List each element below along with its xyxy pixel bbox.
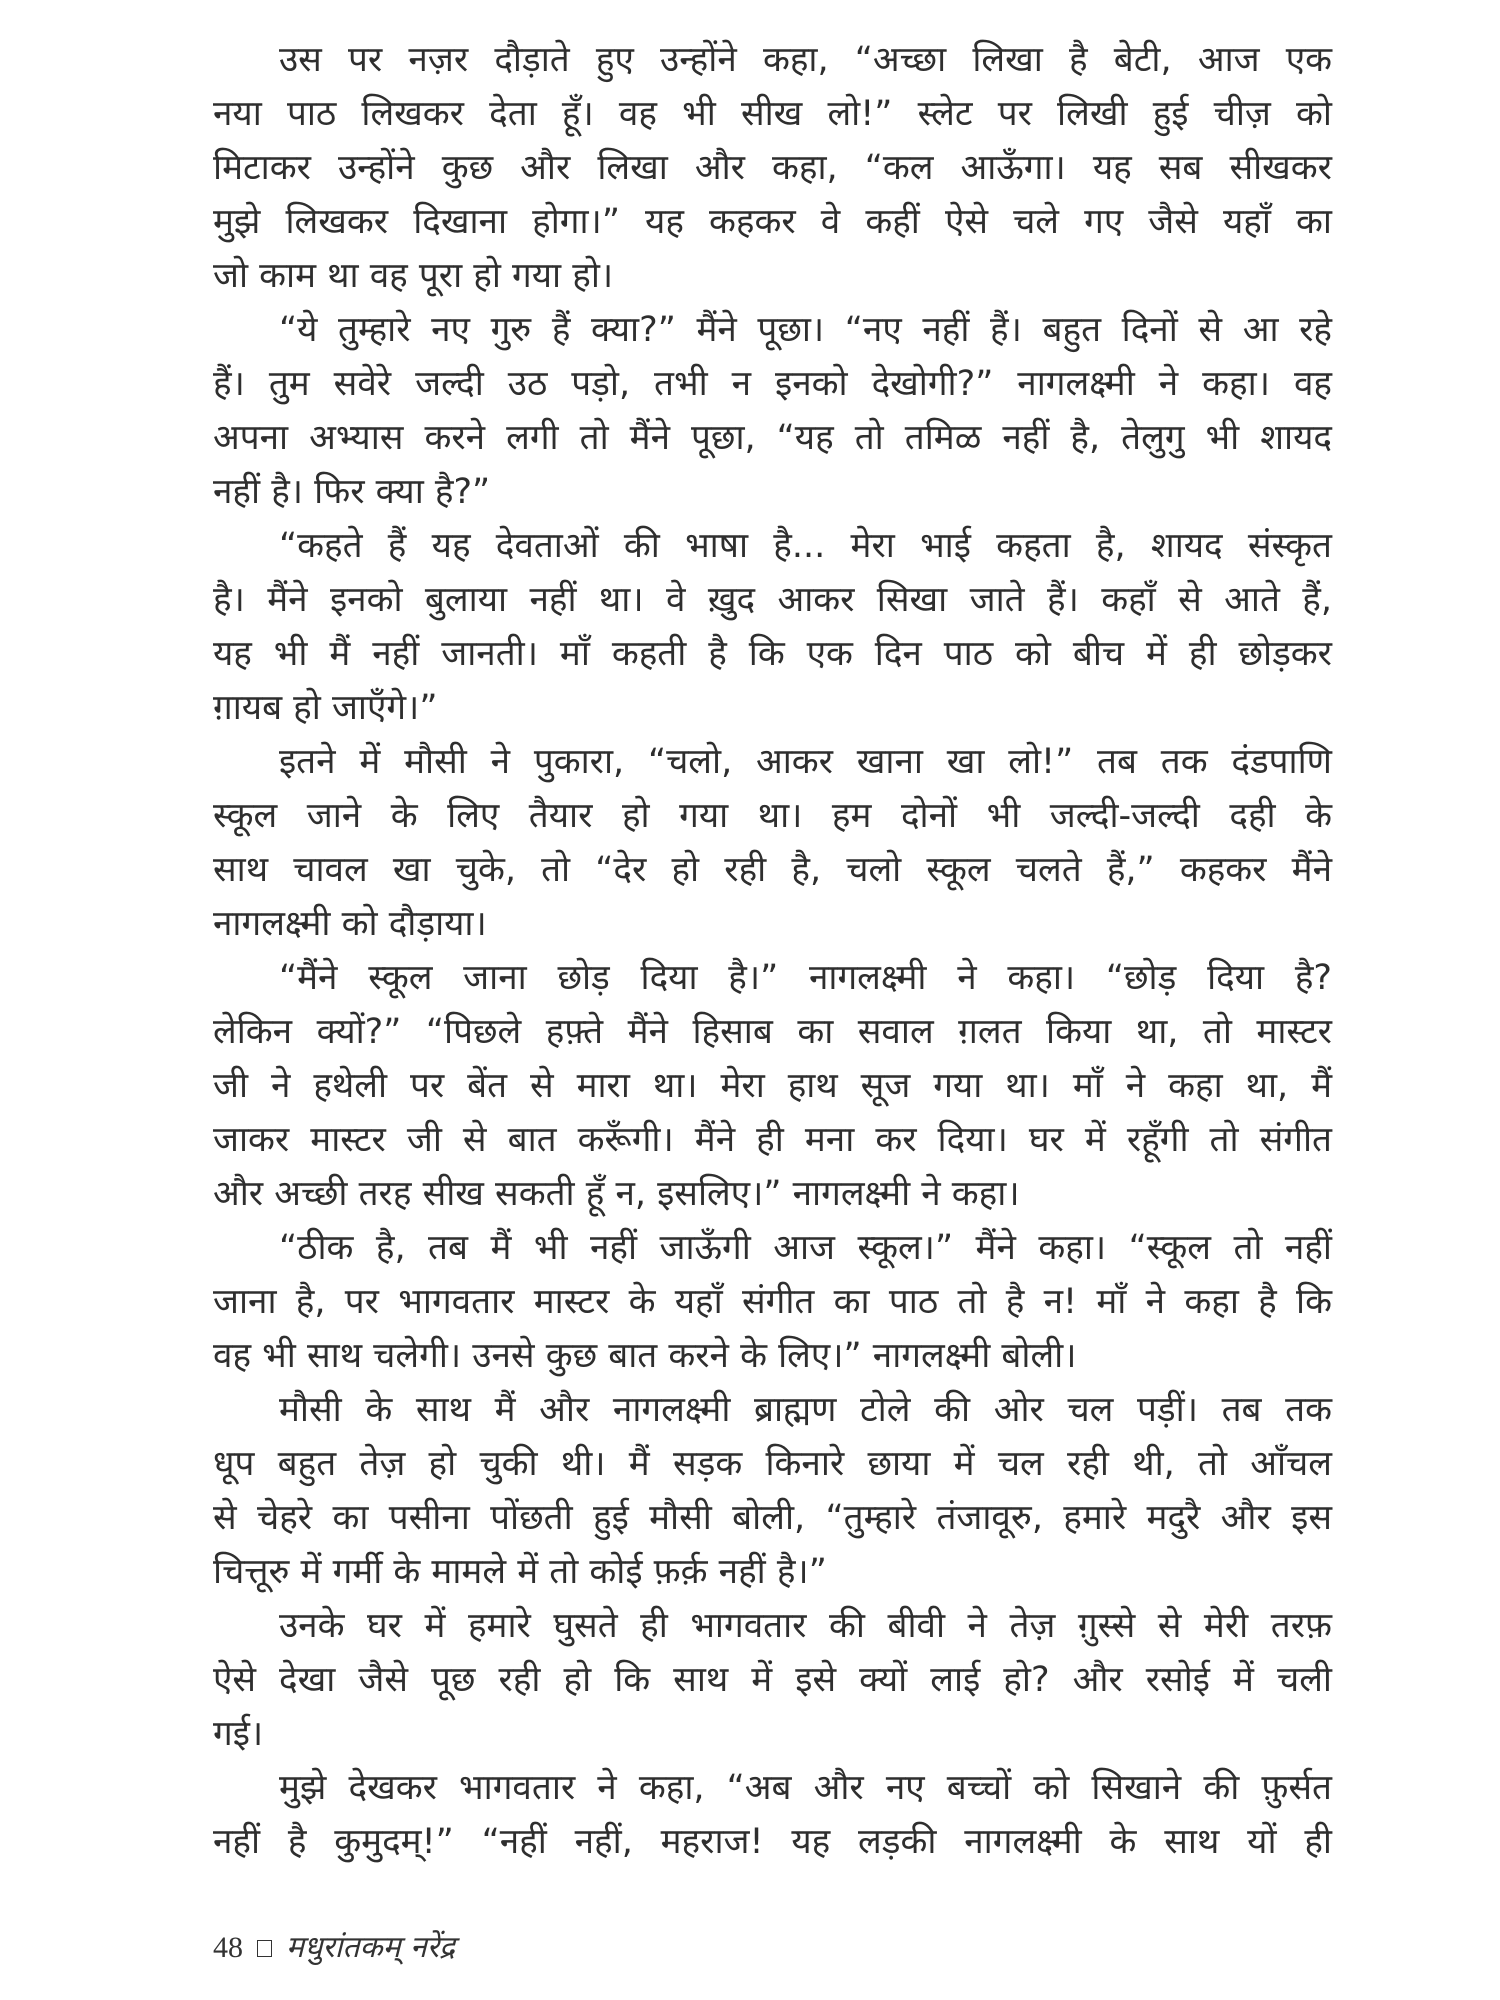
text-line: साथ चावल खा चुके, तो “देर हो रही है, चलो स्कूल चलते हैं,” कहकर मैंने <box>213 850 1332 890</box>
text-line: उस पर नज़र दौड़ाते हुए उन्होंने कहा, “अच्छा लिखा है बेटी, आज एक <box>279 40 1332 80</box>
paragraph <box>213 735 1332 951</box>
text-line: मुझे देखकर भागवतार ने कहा, “अब और नए बच्चों को सिखाने की फ़ुर्सत <box>279 1768 1332 1808</box>
paragraph <box>213 519 1332 735</box>
page-footer <box>213 1925 455 1966</box>
text-line: मिटाकर उन्होंने कुछ और लिखा और कहा, “कल आऊँगा। यह सब सीखकर <box>213 148 1332 188</box>
text-line: स्कूल जाने के लिए तैयार हो गया था। हम दोनों भी जल्दी-जल्दी दही के <box>213 796 1332 836</box>
running-title: मधुरांतकम् नरेंद्र <box>286 1930 455 1965</box>
text-line: लेकिन क्यों?” “पिछले हफ़्ते मैंने हिसाब का सवाल ग़लत किया था, तो मास्टर <box>213 1012 1332 1052</box>
text-line: अपना अभ्यास करने लगी तो मैंने पूछा, “यह तो तमिळ नहीं है, तेलुगु भी शायद <box>213 418 1332 458</box>
text-line: उनके घर में हमारे घुसते ही भागवतार की बीवी ने तेज़ ग़ुस्से से मेरी तरफ़ <box>279 1606 1332 1646</box>
text-line: नागलक्ष्मी को दौड़ाया। <box>213 904 487 944</box>
text-line: और अच्छी तरह सीख सकती हूँ न, इसलिए।” नागलक्ष्मी ने कहा। <box>213 1174 1020 1214</box>
text-line: वह भी साथ चलेगी। उनसे कुछ बात करने के लिए।” नागलक्ष्मी बोली। <box>213 1336 1077 1376</box>
paragraph <box>213 951 1332 1221</box>
text-line: “मैंने स्कूल जाना छोड़ दिया है।” नागलक्ष्मी ने कहा। “छोड़ दिया है? <box>279 958 1332 998</box>
text-line: जो काम था वह पूरा हो गया हो। <box>213 256 614 296</box>
text-line: मौसी के साथ मैं और नागलक्ष्मी ब्राह्मण टोले की ओर चल पड़ीं। तब तक <box>279 1390 1332 1430</box>
text-line: हैं। तुम सवेरे जल्दी उठ पड़ो, तभी न इनको देखोगी?” नागलक्ष्मी ने कहा। वह <box>213 364 1332 404</box>
text-line: नहीं है कुमुदम्!” “नहीं नहीं, महराज! यह लड़की नागलक्ष्मी के साथ यों ही <box>213 1822 1332 1862</box>
text-line: जी ने हथेली पर बेंत से मारा था। मेरा हाथ सूज गया था। माँ ने कहा था, मैं <box>213 1066 1332 1106</box>
text-line: “ये तुम्हारे नए गुरु हैं क्या?” मैंने पूछा। “नए नहीं हैं। बहुत दिनों से आ रहे <box>279 310 1332 350</box>
paragraph <box>213 1599 1332 1761</box>
text-line: नया पाठ लिखकर देता हूँ। वह भी सीख लो!” स्लेट पर लिखी हुई चीज़ को <box>213 94 1332 134</box>
text-line: गई। <box>213 1714 264 1754</box>
text-line: “ठीक है, तब मैं भी नहीं जाऊँगी आज स्कूल।” मैंने कहा। “स्कूल तो नहीं <box>279 1228 1332 1268</box>
paragraph <box>213 303 1332 519</box>
text-line: मुझे लिखकर दिखाना होगा।” यह कहकर वे कहीं ऐसे चले गए जैसे यहाँ का <box>213 202 1332 242</box>
text-line: जाना है, पर भागवतार मास्टर के यहाँ संगीत का पाठ तो है न! माँ ने कहा है कि <box>213 1282 1332 1322</box>
page-number: 48 <box>213 1931 243 1964</box>
text-line: नहीं है। फिर क्या है?” <box>213 472 491 512</box>
text-line: धूप बहुत तेज़ हो चुकी थी। मैं सड़क किनारे छाया में चल रही थी, तो आँचल <box>213 1444 1332 1484</box>
text-line: जाकर मास्टर जी से बात करूँगी। मैंने ही मना कर दिया। घर में रहूँगी तो संगीत <box>213 1120 1332 1160</box>
page-body <box>213 33 1332 1869</box>
paragraph <box>213 1383 1332 1599</box>
text-line: इतने में मौसी ने पुकारा, “चलो, आकर खाना खा लो!” तब तक दंडपाणि <box>279 742 1332 782</box>
paragraph <box>213 1761 1332 1869</box>
text-line: है। मैंने इनको बुलाया नहीं था। वे ख़ुद आकर सिखा जाते हैं। कहाँ से आते हैं, <box>213 580 1332 620</box>
text-line: से चेहरे का पसीना पोंछती हुई मौसी बोली, “तुम्हारे तंजावूरु, हमारे मदुरै और इस <box>213 1498 1332 1538</box>
text-line: “कहते हैं यह देवताओं की भाषा है... मेरा भाई कहता है, शायद संस्कृत <box>279 526 1332 566</box>
text-line: चित्तूरु में गर्मी के मामले में तो कोई फ़र्क़ नहीं है।” <box>213 1552 827 1592</box>
text-line: ग़ायब हो जाएँगे।” <box>213 688 438 728</box>
paragraph <box>213 1221 1332 1383</box>
text-line: यह भी मैं नहीं जानती। माँ कहती है कि एक दिन पाठ को बीच में ही छोड़कर <box>213 634 1332 674</box>
square-separator-icon <box>257 1940 272 1957</box>
text-line: ऐसे देखा जैसे पूछ रही हो कि साथ में इसे क्यों लाई हो? और रसोई में चली <box>213 1660 1332 1700</box>
paragraph <box>213 33 1332 303</box>
